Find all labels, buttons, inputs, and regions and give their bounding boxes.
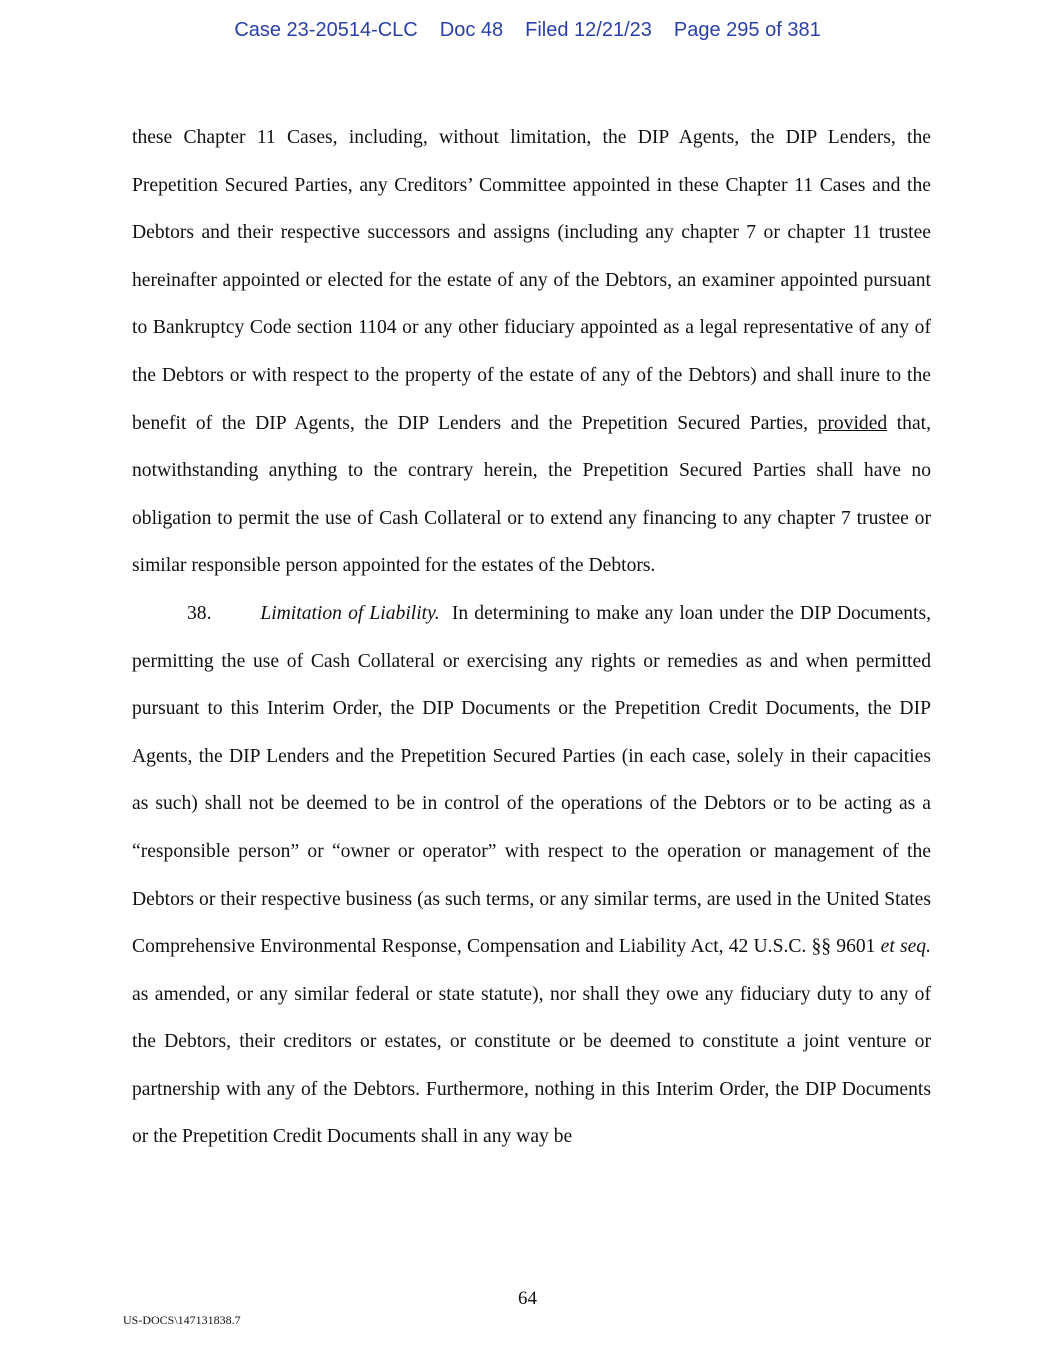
case-number: Case 23-20514-CLC — [234, 19, 418, 41]
paragraph-continued — [132, 114, 931, 590]
paragraph-heading: Limitation of Liability. — [260, 602, 440, 624]
case-header — [0, 19, 1055, 42]
document-id: US-DOCS\147131838.7 — [123, 1313, 241, 1327]
et-seq: et seq. — [880, 936, 931, 958]
paragraph-text-end: as amended, or any similar federal or state statute), nor shall they owe any fiduciary duty to any of the Debtors, their creditors or estates, or constitute or be deemed to constitute a joint venture or partnership with any of the Debtors. Furthermore, nothing in this Interim Order, the DIP Documents or the Prepetition Credit Documents shall in any way be — [132, 983, 931, 1148]
paragraph-number: 38. — [187, 602, 212, 624]
provided-underlined: provided — [817, 412, 888, 434]
page-of-total: Page 295 of 381 — [673, 19, 821, 41]
paragraph-text: In determining to make any loan under the DIP Documents, permitting the use of Cash Collateral or exercising any rights or remedies as and when permitted pursuant to this Interim Order, the DIP Documents or the Prepetition Credit Documents, the DIP Agents, the DIP Lenders and the Prepetition Secured Parties (in each case, solely in their capacities as such) shall not be deemed to be in control of the operations of the Debtors or to be acting as a “responsible person” or “owner or operator” with respect to the operation or management of the Debtors or their respective business (as such terms, or any similar terms, are used in the United States Comprehensive Environmental Response, Compensation and Liability Act, 42 U.S.C. §§ 9601 — [132, 602, 931, 958]
doc-number: Doc 48 — [439, 19, 504, 41]
paragraph-text-end: that, notwithstanding anything to the contrary herein, the Prepetition Secured Parties shall have no obligation to permit the use of Cash Collateral or to extend any financing to any chapter 7 trustee or similar responsible person appointed for the estates of the Debtors. — [132, 412, 931, 577]
paragraph-38 — [132, 590, 931, 1161]
document-body — [132, 114, 931, 1161]
filed-date: Filed 12/21/23 — [525, 19, 652, 41]
paragraph-text: these Chapter 11 Cases, including, without limitation, the DIP Agents, the DIP Lenders, the Prepetition Secured Parties, any Creditors’ Committee appointed in these Chapter 11 Cases and the Debtors and their respective successors and assigns (including any chapter 7 or chapter 11 trustee hereinafter appointed or elected for the estate of any of the Debtors, an examiner appointed pursuant to Bankruptcy Code section 1104 or any other fiduciary appointed as a legal representative of any of the Debtors or with respect to the property of the estate of any of the Debtors) and shall inure to the benefit of the DIP Agents, the DIP Lenders and the Prepetition Secured Parties, — [132, 127, 931, 434]
page-number: 64 — [518, 1288, 537, 1309]
